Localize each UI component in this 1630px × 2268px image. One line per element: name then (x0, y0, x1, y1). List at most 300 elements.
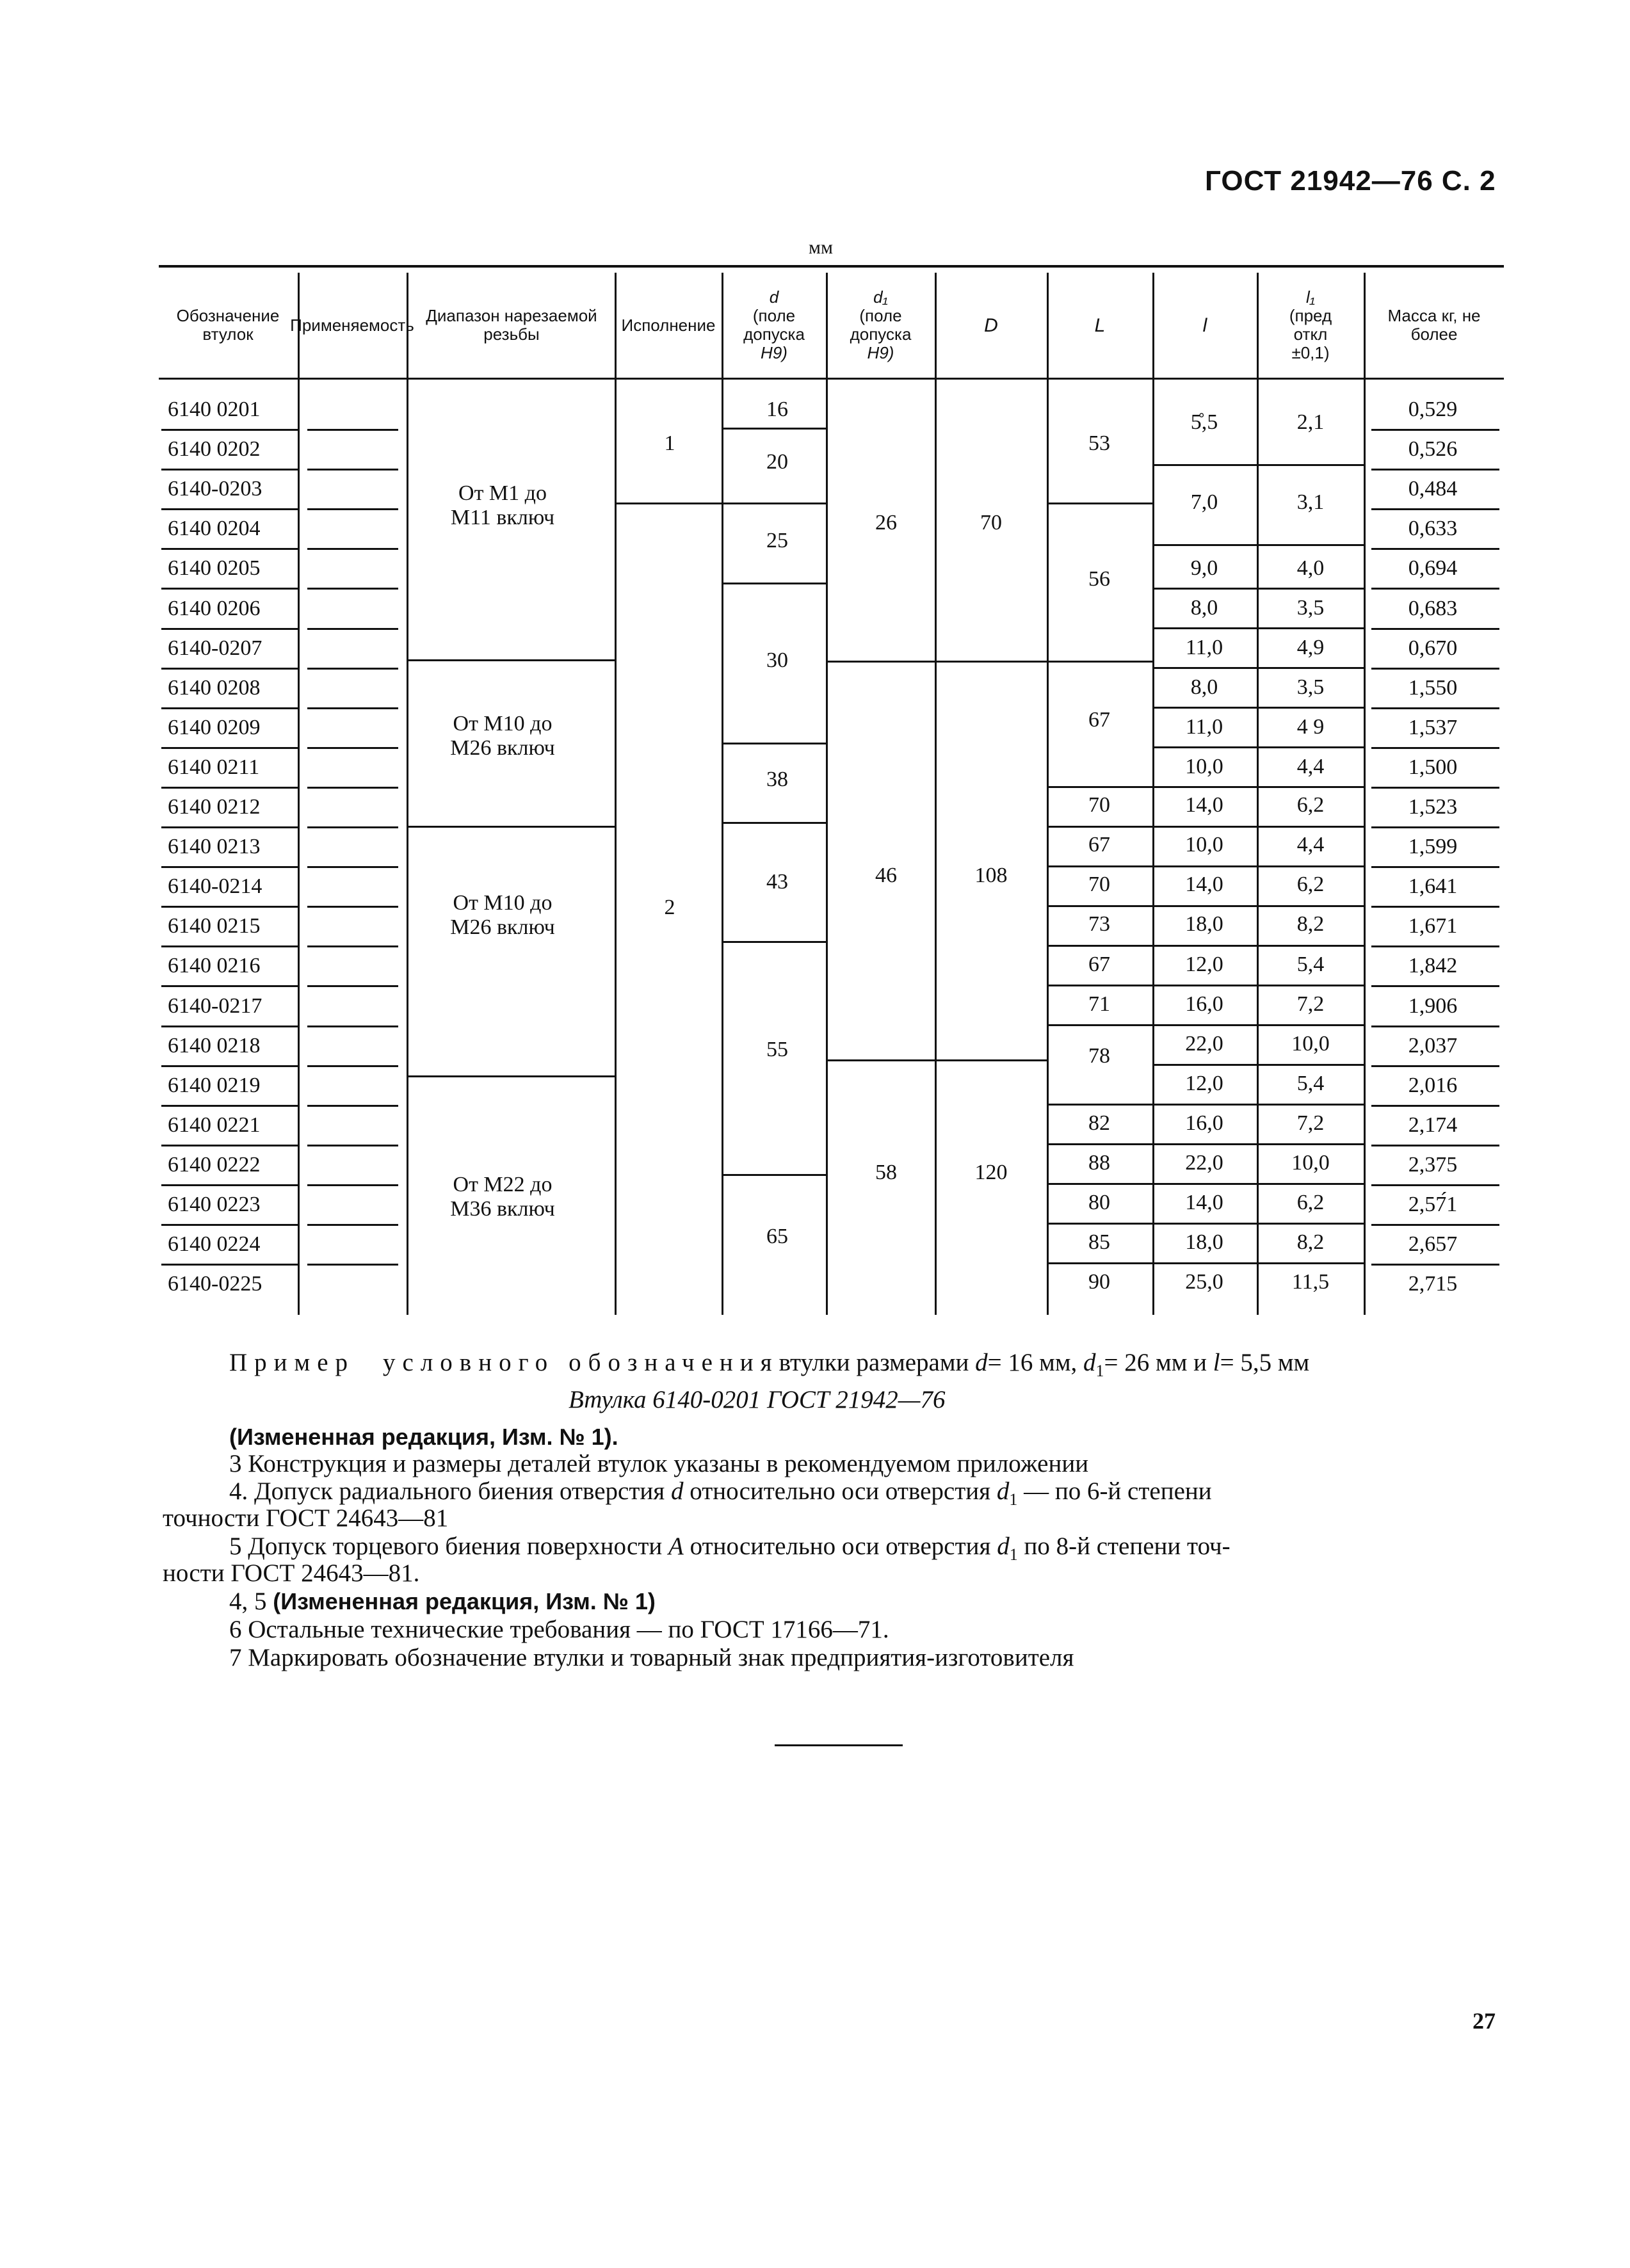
row-mass: 0,529 (1408, 398, 1458, 421)
row-mass: 2,657 (1408, 1232, 1458, 1257)
row-border (307, 826, 398, 828)
row-border (1371, 1264, 1499, 1266)
row-border (307, 508, 398, 510)
cell-border (1047, 1223, 1152, 1225)
cell-border (722, 743, 826, 744)
header-L: L (1094, 314, 1106, 336)
l1-value: 8,2 (1296, 1230, 1325, 1254)
header-d-note: допуска (743, 325, 805, 344)
L-value: 78 (1088, 1044, 1110, 1068)
row-border (1371, 1065, 1499, 1067)
header-d1-symbol: d₁ (873, 287, 888, 307)
cell-border (1153, 985, 1364, 986)
row-code: 6140 0218 (168, 1033, 261, 1058)
row-border (161, 508, 298, 510)
header-d1 (828, 275, 933, 375)
row-border (161, 945, 298, 947)
col-divider (298, 273, 300, 1315)
row-mass: 1,550 (1408, 675, 1458, 700)
example-var: d (1083, 1349, 1096, 1376)
row-border (161, 1105, 298, 1107)
cell-border (407, 659, 615, 661)
l-value: 8,0 (1190, 596, 1218, 620)
l1-value: 7,2 (1296, 1111, 1325, 1135)
cell-border (615, 503, 722, 504)
cell-border (1047, 945, 1152, 947)
l-value: 22,0 (1185, 1151, 1223, 1175)
cell-border (1153, 945, 1364, 947)
header-d1-note: допуска (850, 325, 912, 344)
d-value: 16 (766, 398, 788, 421)
header-d (723, 275, 825, 375)
cell-border (1047, 1104, 1152, 1106)
row-mass: 2,375 (1408, 1152, 1458, 1177)
header-designation: Обозначение втулок (176, 306, 280, 344)
l-value: 25,0 (1185, 1270, 1223, 1294)
row-border (161, 747, 298, 749)
col-divider (1364, 273, 1366, 1315)
row-mass: 0,633 (1408, 517, 1458, 541)
row-border (1371, 866, 1499, 868)
row-code: 6140 0213 (168, 835, 261, 859)
col-divider (826, 273, 828, 1315)
clause-3: 3 Конструкция и размеры деталей втулок указаны в рекомендуемом приложении (229, 1450, 1089, 1477)
cell-border (1153, 588, 1364, 590)
cell-border (1153, 826, 1364, 828)
example-line (229, 1348, 1309, 1386)
header-mass: Масса кг, не более (1387, 306, 1481, 344)
row-border (307, 707, 398, 709)
l1-value: 5,4 (1296, 953, 1325, 976)
L-value: 70 (1088, 873, 1110, 896)
cell-border (722, 583, 826, 584)
clause-text: относительно оси отверстия (683, 1477, 997, 1505)
row-border (1371, 1184, 1499, 1186)
row-border (307, 1145, 398, 1146)
cell-border (1047, 1262, 1152, 1264)
cell-border (1153, 1143, 1364, 1145)
row-border (161, 668, 298, 670)
row-code: 6140 0224 (168, 1232, 261, 1257)
cell-border (827, 1059, 935, 1061)
row-code: 6140 0221 (168, 1113, 261, 1137)
cell-border (1153, 707, 1364, 709)
row-code: 6140-0225 (168, 1272, 262, 1296)
row-code: 6140 0201 (168, 398, 261, 421)
row-border (161, 1224, 298, 1226)
row-border (307, 906, 398, 908)
l1-value: 10,0 (1291, 1151, 1330, 1175)
header-d-note: H9) (761, 343, 787, 362)
D-value: 108 (974, 864, 1008, 887)
amendment-prefix: 4, 5 (229, 1588, 273, 1615)
example-var: l (1213, 1349, 1220, 1376)
row-mass: 1,537 (1408, 715, 1458, 739)
end-rule (775, 1744, 903, 1746)
page-header: ГОСТ 21942—76 С. 2 (1205, 165, 1496, 197)
l-value: 14,0 (1185, 1191, 1223, 1214)
l1-value: 4,0 (1296, 556, 1325, 580)
row-border (307, 588, 398, 590)
row-border (161, 1145, 298, 1146)
row-mass: 1,671 (1408, 914, 1458, 938)
d-value: 25 (766, 529, 788, 552)
cell-border (1047, 865, 1152, 867)
row-code: 6140 0219 (168, 1073, 261, 1097)
d1-value: 46 (875, 864, 897, 887)
l1-value: 11,5 (1291, 1270, 1330, 1294)
row-code: 6140 0209 (168, 715, 261, 739)
units-label: мм (809, 237, 833, 258)
col-divider (1047, 273, 1049, 1315)
L-value: 70 (1088, 793, 1110, 817)
row-border (161, 429, 298, 431)
l1-value: 3,5 (1296, 675, 1325, 699)
amendment-bold: (Измененная редакция, Изм. № 1) (273, 1588, 656, 1614)
row-border (1371, 826, 1499, 828)
col-divider (1257, 273, 1259, 1315)
cell-border (407, 826, 615, 828)
clause-var: d (997, 1532, 1010, 1560)
thread-group: От М10 до М26 включ (450, 712, 555, 760)
col-divider (1152, 273, 1154, 1315)
row-border (1371, 548, 1499, 550)
cell-border (1153, 865, 1364, 867)
d-value: 38 (766, 768, 788, 791)
header-d1-note: H9) (867, 343, 894, 362)
l-value: 16,0 (1185, 1111, 1223, 1135)
cell-border (1047, 786, 1152, 788)
col-divider (407, 273, 408, 1315)
L-value: 67 (1088, 953, 1110, 976)
cell-border (1047, 826, 1152, 828)
row-border (1371, 588, 1499, 590)
D-value: 70 (980, 511, 1002, 535)
row-border (307, 1224, 398, 1226)
row-border (307, 945, 398, 947)
row-mass: 2,037 (1408, 1033, 1458, 1058)
row-border (307, 469, 398, 470)
d-value: 20 (766, 450, 788, 474)
row-mass: 1,599 (1408, 835, 1458, 859)
row-code: 6140-0214 (168, 874, 262, 899)
clause-var: A (668, 1532, 684, 1560)
cell-border (722, 503, 826, 504)
row-border (307, 787, 398, 789)
l1-value: 3,5 (1296, 596, 1325, 620)
row-border (161, 1184, 298, 1186)
row-mass: 0,526 (1408, 437, 1458, 462)
execution-value: 2 (664, 896, 675, 919)
cell-border (935, 661, 1047, 663)
header-l1-note: ±0,1) (1291, 343, 1330, 362)
row-code: 6140 0205 (168, 556, 261, 581)
d-value: 30 (766, 648, 788, 672)
L-value: 88 (1088, 1151, 1110, 1175)
l-value: 14,0 (1185, 793, 1223, 817)
execution-value: 1 (664, 431, 675, 455)
l-value: 22,0 (1185, 1032, 1223, 1056)
l1-value: 7,2 (1296, 992, 1325, 1016)
example-text: втулки размерами (779, 1349, 976, 1376)
row-border (161, 1264, 298, 1266)
row-code: 6140 0216 (168, 954, 261, 978)
cell-border (1047, 503, 1152, 504)
l-value: 8,0 (1190, 675, 1218, 699)
row-border (1371, 747, 1499, 749)
header-d1-note: (поле (859, 306, 902, 325)
header-l1 (1259, 275, 1362, 375)
L-value: 67 (1088, 833, 1110, 857)
L-value: 56 (1088, 567, 1110, 591)
l1-value: 10,0 (1291, 1032, 1330, 1056)
thread-group: От М1 до М11 включ (450, 481, 555, 529)
row-code: 6140 0215 (168, 914, 261, 938)
row-code: 6140-0217 (168, 993, 262, 1018)
header-d-note: (поле (752, 306, 796, 325)
row-border (1371, 787, 1499, 789)
l-value: 14,0 (1185, 873, 1223, 896)
row-mass: 1,500 (1408, 755, 1458, 779)
row-border (161, 1065, 298, 1067)
l-value: 11,0 (1185, 636, 1223, 659)
row-border (307, 985, 398, 987)
row-border (307, 1264, 398, 1266)
row-border (307, 747, 398, 749)
l1-value: 4 9 (1296, 715, 1325, 739)
l-value: 18,0 (1185, 1230, 1223, 1254)
L-value: 53 (1088, 431, 1110, 455)
clause-7: 7 Маркировать обозначение втулки и товарный знак предприятия-изготовителя (229, 1644, 1074, 1671)
row-border (161, 826, 298, 828)
L-value: 67 (1088, 708, 1110, 732)
row-border (1371, 1224, 1499, 1226)
cell-border (722, 822, 826, 824)
cell-border (407, 1075, 615, 1077)
row-code: 6140 0222 (168, 1152, 261, 1177)
row-mass: 2,016 (1408, 1073, 1458, 1097)
row-border (1371, 628, 1499, 630)
d1-value: 58 (875, 1161, 897, 1184)
l-value: 7,0 (1190, 490, 1218, 514)
cell-border (1153, 667, 1364, 669)
cell-border (1047, 661, 1152, 663)
row-border (161, 985, 298, 987)
table-header-rule (159, 378, 1504, 380)
l-value: 12,0 (1185, 953, 1223, 976)
row-mass: 1,906 (1408, 993, 1458, 1018)
L-value: 71 (1088, 992, 1110, 1016)
cell-border (1153, 905, 1364, 907)
l-value: 12,0 (1185, 1072, 1223, 1095)
l-value: 10,0 (1185, 755, 1223, 778)
l1-value: 5,4 (1296, 1072, 1325, 1095)
row-border (161, 906, 298, 908)
row-code: 6140 0212 (168, 795, 261, 819)
cell-border (1047, 1024, 1152, 1026)
l1-value: 4,9 (1296, 636, 1325, 659)
cell-border (1153, 786, 1364, 788)
row-border (1371, 668, 1499, 670)
table-top-rule (159, 265, 1504, 268)
row-border (307, 548, 398, 550)
row-border (1371, 1145, 1499, 1146)
example-word: Пример (229, 1349, 355, 1376)
cell-border (1153, 1064, 1364, 1066)
row-mass: 2,57́1 (1408, 1193, 1458, 1216)
row-mass: 0,694 (1408, 556, 1458, 581)
row-mass: 0,670 (1408, 636, 1458, 660)
row-mass: 1,523 (1408, 795, 1458, 819)
row-border (1371, 906, 1499, 908)
l-value: 10,0 (1185, 833, 1223, 857)
row-code: 6140 0223 (168, 1193, 261, 1216)
row-border (1371, 508, 1499, 510)
d-value: 43 (766, 870, 788, 894)
col-divider (615, 273, 617, 1315)
d1-value: 26 (875, 511, 897, 535)
cell-border (827, 661, 935, 663)
row-mass: 2,174 (1408, 1113, 1458, 1137)
page-number: 27 (1473, 2008, 1496, 2034)
row-mass: 1,641 (1408, 874, 1458, 899)
cell-border (722, 941, 826, 943)
L-value: 85 (1088, 1230, 1110, 1254)
example-word: обозначения (569, 1349, 779, 1376)
cell-border (722, 1174, 826, 1176)
header-d-symbol: d (769, 287, 779, 307)
header-l1-note: откл (1293, 325, 1328, 344)
l1-value: 6,2 (1296, 1191, 1325, 1214)
header-D: D (984, 314, 998, 336)
l-value: 16,0 (1185, 992, 1223, 1016)
row-border (161, 588, 298, 590)
l-value: 18,0 (1185, 912, 1223, 936)
row-code: 6140 0206 (168, 596, 261, 620)
clause-var: d (996, 1477, 1010, 1505)
cell-border (1153, 544, 1364, 546)
row-border (307, 1105, 398, 1107)
l-value: 11,0 (1185, 715, 1223, 739)
example-sub: 1 (1095, 1361, 1104, 1380)
header-thread-range: Диапазон нарезаемой резьбы (426, 306, 597, 344)
header-l1-symbol: l₁ (1306, 287, 1315, 307)
row-code: 6140 0204 (168, 517, 261, 541)
l1-value: 8,2 (1296, 912, 1325, 936)
cell-border (1153, 1183, 1364, 1185)
row-code: 6140 0208 (168, 675, 261, 700)
col-divider (935, 273, 937, 1315)
row-border (307, 1065, 398, 1067)
l1-value: 2,1 (1296, 410, 1325, 434)
example-designation: Втулка 6140-0201 ГОСТ 21942—76 (569, 1386, 946, 1413)
row-code: 6140 0202 (168, 437, 261, 462)
cell-border (1047, 1183, 1152, 1185)
row-border (307, 429, 398, 431)
clause-text: — по 6-й степени (1017, 1477, 1212, 1505)
row-border (307, 1025, 398, 1027)
l-value: 5̊,5 (1190, 410, 1218, 434)
cell-border (1153, 1104, 1364, 1106)
cell-border (1153, 1024, 1364, 1026)
example-text: = 16 мм, (987, 1349, 1084, 1376)
cell-border (1153, 1223, 1364, 1225)
row-border (161, 707, 298, 709)
row-border (161, 866, 298, 868)
row-border (307, 668, 398, 670)
row-border (1371, 429, 1499, 431)
d-value: 55 (766, 1038, 788, 1061)
cell-border (1153, 627, 1364, 629)
row-code: 6140-0203 (168, 477, 262, 501)
L-value: 82 (1088, 1111, 1110, 1135)
clause-5-continued: ности ГОСТ 24643—81. (163, 1559, 420, 1587)
row-border (1371, 985, 1499, 987)
cell-border (722, 428, 826, 430)
thread-group: От М10 до М26 включ (450, 891, 555, 939)
l1-value: 4,4 (1296, 833, 1325, 857)
L-value: 80 (1088, 1191, 1110, 1214)
amendment-note-2 (229, 1587, 656, 1616)
cell-border (1047, 985, 1152, 986)
d-value: 65 (766, 1225, 788, 1248)
cell-border (1153, 746, 1364, 748)
header-execution: Исполнение (621, 315, 716, 335)
row-border (1371, 469, 1499, 470)
row-border (1371, 1025, 1499, 1027)
clause-sub: 1 (1009, 1490, 1018, 1509)
example-text: = 5,5 мм (1220, 1349, 1310, 1376)
header-l: l (1202, 314, 1207, 336)
row-border (307, 866, 398, 868)
clause-4-continued: точности ГОСТ 24643—81 (163, 1504, 449, 1532)
row-border (1371, 707, 1499, 709)
row-border (307, 628, 398, 630)
clause-text: по 8-й степени точ- (1017, 1532, 1231, 1560)
D-value: 120 (974, 1161, 1008, 1184)
row-mass: 0,484 (1408, 477, 1458, 501)
row-code: 6140-0207 (168, 636, 262, 660)
row-border (161, 787, 298, 789)
row-border (161, 1025, 298, 1027)
example-text: = 26 мм и (1104, 1349, 1213, 1376)
cell-border (1047, 905, 1152, 907)
cell-border (1153, 464, 1364, 466)
row-border (1371, 945, 1499, 947)
cell-border (935, 1059, 1047, 1061)
clause-text: 4. Допуск радиального биения отверстия (229, 1477, 671, 1505)
row-mass: 0,683 (1408, 596, 1458, 620)
row-mass: 2,715 (1408, 1272, 1458, 1296)
l-value: 9,0 (1190, 556, 1218, 580)
l1-value: 3,1 (1296, 490, 1325, 514)
amendment-note: (Измененная редакция, Изм. № 1). (229, 1424, 618, 1450)
L-value: 73 (1088, 912, 1110, 936)
clause-text: 5 Допуск торцевого биения поверхности (229, 1532, 669, 1560)
example-word: условного (383, 1349, 555, 1376)
row-mass: 1,842 (1408, 954, 1458, 978)
row-border (1371, 1105, 1499, 1107)
row-border (161, 548, 298, 550)
example-var: d (975, 1349, 988, 1376)
clause-6: 6 Остальные технические требования — по ГОСТ 17166—71. (229, 1616, 889, 1643)
header-l1-note: (пред (1289, 306, 1332, 325)
cell-border (1153, 1262, 1364, 1264)
thread-group: От М22 до М36 включ (450, 1173, 555, 1221)
row-border (161, 628, 298, 630)
cell-border (1047, 1143, 1152, 1145)
row-border (307, 1184, 398, 1186)
